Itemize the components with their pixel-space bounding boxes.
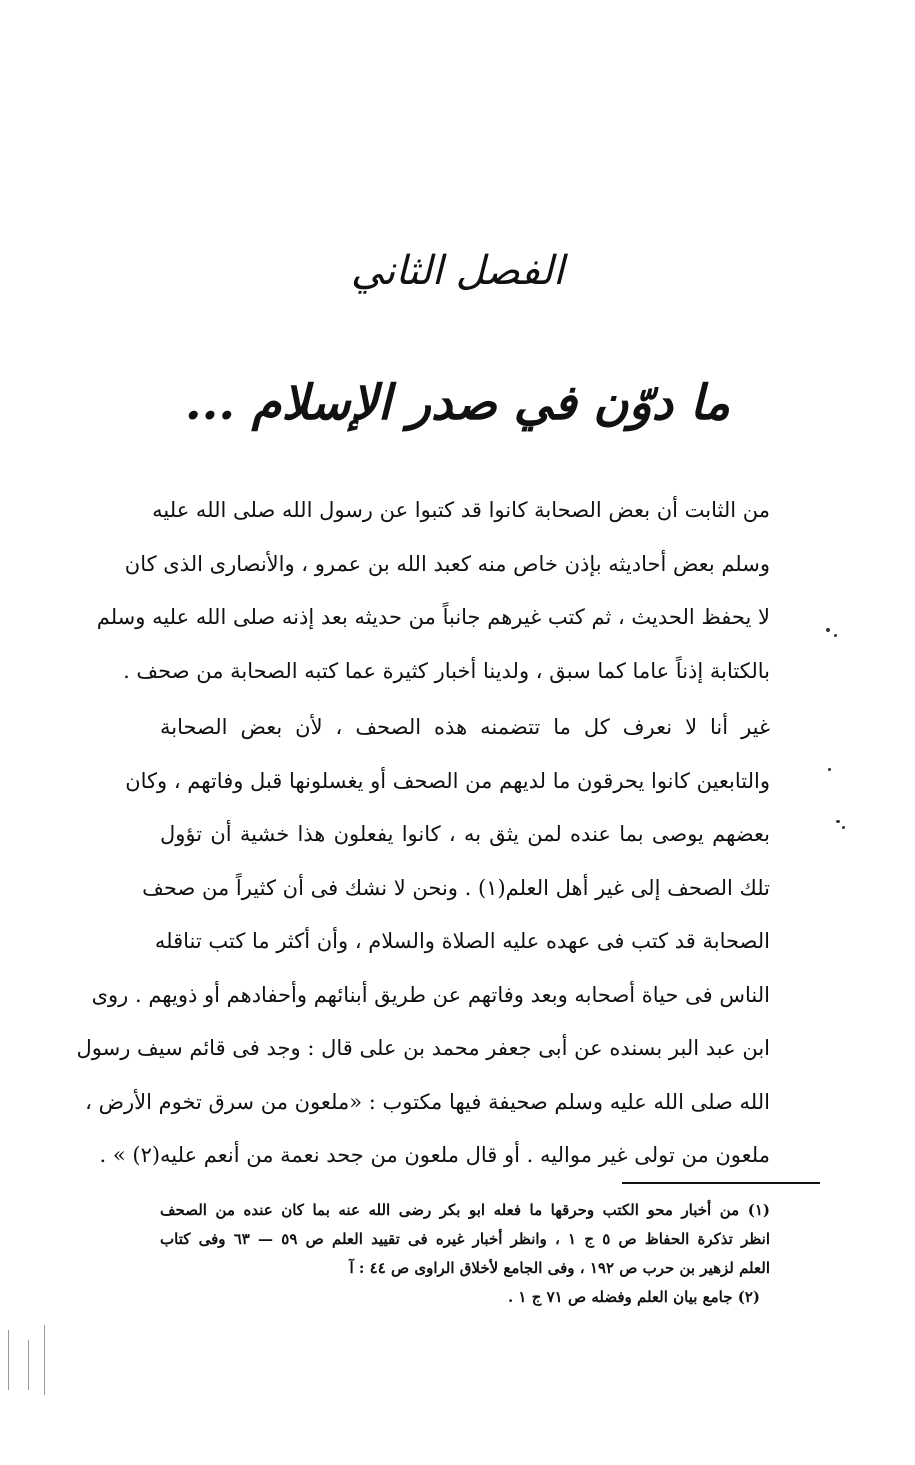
chapter-heading: الفصل الثاني xyxy=(350,248,565,294)
scan-speck xyxy=(836,820,840,823)
scan-speck xyxy=(828,768,831,771)
text-line: بعضهم يوصى بما عنده لمن يثق به ، كانوا يفعلون هذا خشية أن تؤول xyxy=(160,822,770,846)
body-text xyxy=(76,484,770,1183)
footnote-line: انظر تذكرة الحفاظ ص ٥ ج ١ ، وانظر أخبار غيره فى تقييد العلم ص ٥٩ — ٦٣ وفى كتاب xyxy=(160,1230,770,1248)
footnote-line: (١) من أخبار محو الكتب وحرقها ما فعله ابو بكر رضى الله عنه بما كان عنده من الصحف xyxy=(160,1201,770,1219)
scan-speck xyxy=(842,826,845,829)
footnote-line: (٢) جامع بيان العلم وفضله ص ٧١ ج ١ . xyxy=(507,1288,760,1306)
text-line: من الثابت أن بعض الصحابة كانوا قد كتبوا عن رسول الله صلى الله عليه xyxy=(152,498,770,522)
text-line: وسلم بعض أحاديثه بإذن خاص منه كعبد الله بن عمرو ، والأنصارى الذى كان xyxy=(124,551,770,576)
scan-edge-mark xyxy=(44,1325,45,1395)
scan-speck xyxy=(826,628,830,632)
text-line: غير أنا لا نعرف كل ما تتضمنه هذه الصحف ، لأن بعض الصحابة xyxy=(160,715,770,739)
scan-speck xyxy=(834,634,837,637)
chapter-title: ما دوّن في صدر الإسلام ... xyxy=(184,375,731,431)
text-line: بالكتابة إذناً عاما كما سبق ، ولدينا أخبار كثيرة عما كتبه الصحابة من صحف . xyxy=(123,658,770,683)
text-line: ملعون من تولى غير مواليه . أو قال ملعون من جحد نعمة من أنعم عليه(٢) » . xyxy=(99,1143,770,1167)
text-line: ابن عبد البر بسنده عن أبى جعفر محمد بن على قال : وجد فى قائم سيف رسول xyxy=(76,1036,770,1060)
footnote-line: العلم لزهير بن حرب ص ١٩٢ ، وفى الجامع لأخلاق الراوى ص ٤٤ : آ xyxy=(349,1259,770,1277)
paragraph-1 xyxy=(96,484,770,698)
text-line: والتابعين كانوا يحرقون ما لديهم من الصحف أو يغسلونها قبل وفاتهم ، وكان xyxy=(125,768,770,793)
text-line: الناس فى حياة أصحابه وبعد وفاتهم عن طريق أبنائهم وأحفادهم أو ذويهم . روى xyxy=(91,982,770,1007)
text-line: الله صلى الله عليه وسلم صحيفة فيها مكتوب : «ملعون من سرق تخوم الأرض ، xyxy=(85,1089,770,1114)
text-line: لا يحفظ الحديث ، ثم كتب غيرهم جانباً من حديثه بعد إذنه صلى الله عليه وسلم xyxy=(96,605,770,629)
text-line: الصحابة قد كتب فى عهده عليه الصلاة والسلام ، وأن أكثر ما كتب تناقله xyxy=(154,929,770,953)
footnotes xyxy=(160,1196,770,1312)
scan-edge-mark xyxy=(8,1330,9,1390)
text-line: تلك الصحف إلى غير أهل العلم(١) . ونحن لا نشك فى أن كثيراً من صحف xyxy=(142,875,770,900)
scan-edge-mark xyxy=(28,1340,29,1390)
paragraph-2 xyxy=(76,701,770,1183)
footnote-divider xyxy=(622,1182,820,1184)
